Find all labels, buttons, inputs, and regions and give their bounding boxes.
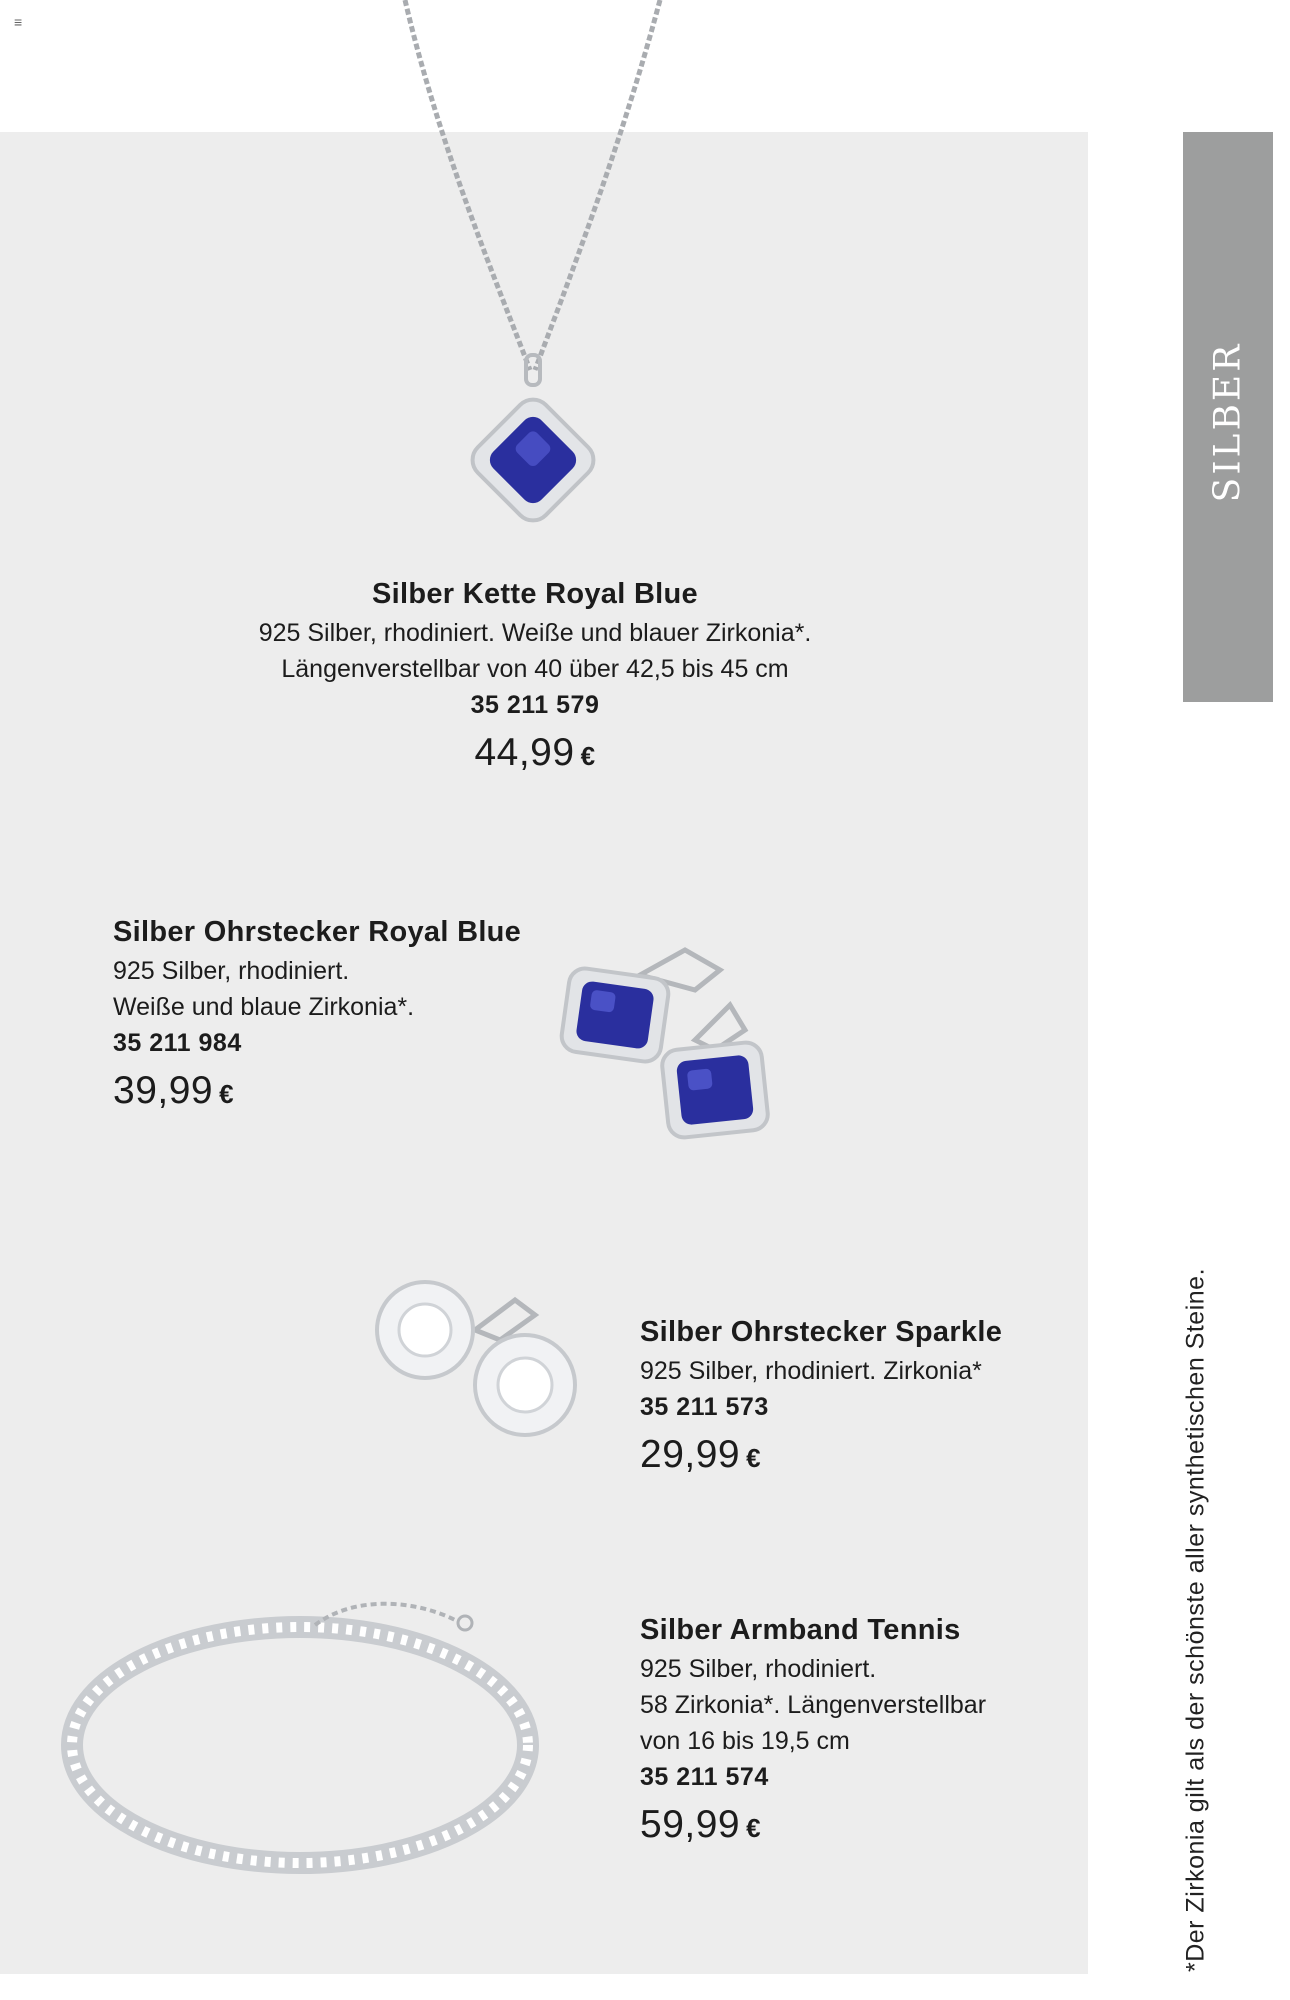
product-sparkle-earrings[interactable] <box>640 1316 1070 1477</box>
sparkle-earrings-image <box>365 1270 595 1450</box>
price-value: 39,99 <box>113 1069 214 1112</box>
product-name: Silber Ohrstecker Sparkle <box>640 1316 1003 1348</box>
currency-symbol: € <box>746 1813 762 1843</box>
product-desc-line: Weiße und blaue Zirkonia*. <box>113 993 415 1021</box>
product-name: Silber Kette Royal Blue <box>372 578 698 610</box>
product-desc-line: Längenverstellbar von 40 über 42,5 bis 45 cm <box>281 655 789 683</box>
product-price <box>640 1803 1070 1847</box>
product-desc-line: 925 Silber, rhodiniert. Weiße und blauer Zirkonia*. <box>258 619 812 647</box>
blue-earrings-image <box>545 930 785 1150</box>
product-desc-line: 925 Silber, rhodiniert. <box>640 1655 877 1683</box>
price-value: 29,99 <box>640 1433 741 1476</box>
product-sku: 35 211 579 <box>470 691 600 719</box>
product-desc-line: 925 Silber, rhodiniert. <box>113 957 350 985</box>
product-desc-line: 58 Zirkonia*. Längenverstellbar <box>640 1691 987 1719</box>
menu-mark: ≡ <box>14 14 23 30</box>
currency-symbol: € <box>580 741 596 771</box>
product-necklace[interactable] <box>190 578 880 775</box>
product-price <box>190 731 880 775</box>
product-blue-earrings[interactable] <box>113 916 573 1113</box>
product-name: Silber Ohrstecker Royal Blue <box>113 916 522 948</box>
tennis-bracelet-image <box>55 1575 535 1895</box>
product-name: Silber Armband Tennis <box>640 1614 961 1646</box>
currency-symbol: € <box>746 1443 762 1473</box>
price-value: 59,99 <box>640 1803 741 1846</box>
product-price <box>113 1069 573 1113</box>
product-tennis-bracelet[interactable] <box>640 1614 1070 1847</box>
category-tab[interactable] <box>1183 132 1273 702</box>
category-tab-label: SILBER <box>1207 341 1249 503</box>
currency-symbol: € <box>219 1079 235 1109</box>
product-sku: 35 211 984 <box>113 1029 242 1057</box>
price-value: 44,99 <box>474 731 575 774</box>
product-desc-line: von 16 bis 19,5 cm <box>640 1727 850 1755</box>
product-sku: 35 211 573 <box>640 1393 769 1421</box>
footnote: *Der Zirkonia gilt als der schönste aller synthetischen Steine. <box>1181 1267 1210 1973</box>
product-price <box>640 1433 1070 1477</box>
product-desc-line: 925 Silber, rhodiniert. Zirkonia* <box>640 1357 982 1385</box>
product-sku: 35 211 574 <box>640 1763 769 1791</box>
necklace-image <box>380 0 680 530</box>
